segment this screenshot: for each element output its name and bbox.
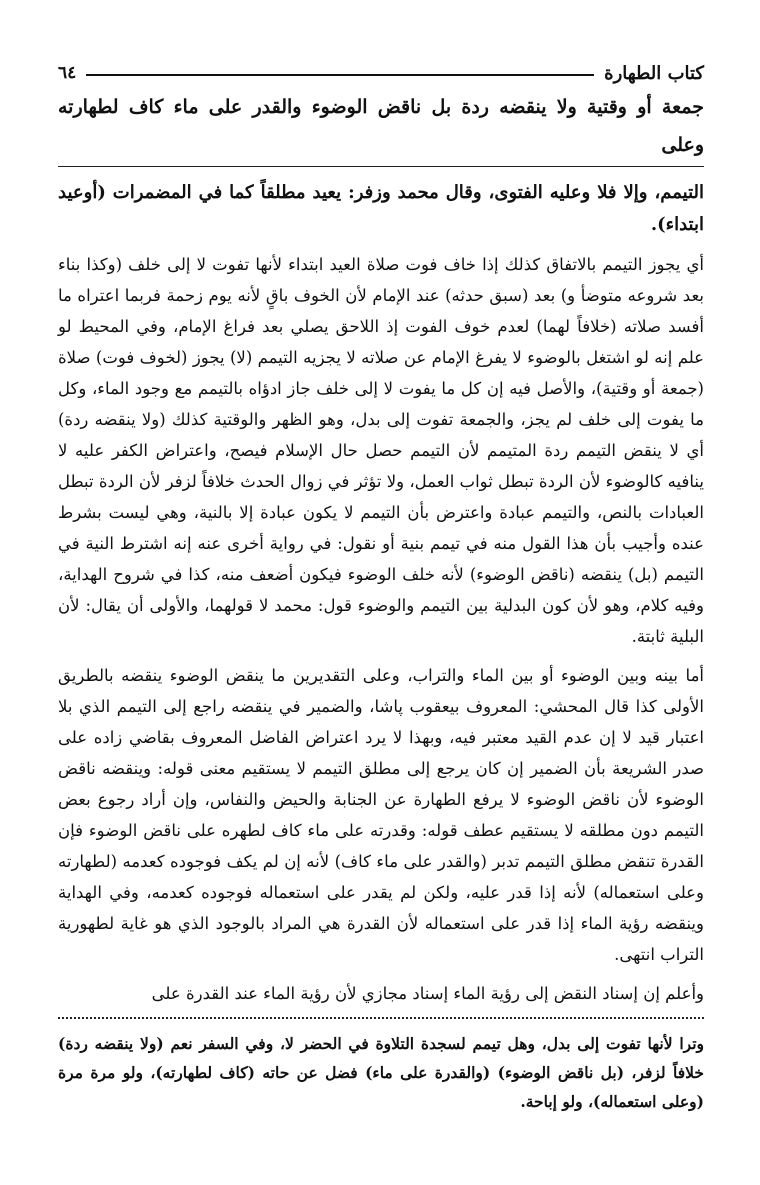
footnote-separator: [58, 1017, 704, 1019]
matn-continuation: التيمم، وإلا فلا وعليه الفتوى، وقال محمد وزفر: يعيد مطلقاً كما في المضمرات (أوعيد ابتداء).: [58, 182, 704, 235]
footnote: وترا لأنها تفوت إلى بدل، وهل تيمم لسجدة التلاوة في الحضر لا، وفي السفر نعم (ولا ينقضه ردة) خلافاً لزفر، (بل ناقض الوضوء) (والقدرة على ماء) فضل عن حاته (كاف لطهارته)، ولو مرة مرة (وعلى استعماله)، ولو إباحة.: [58, 1034, 704, 1111]
running-title: كتاب الطهارة: [604, 62, 704, 84]
matn-top-line: جمعة أو وقتية ولا ينقضه ردة بل ناقض الوضوء والقدر على ماء كاف لطهارته وعلى: [58, 96, 704, 156]
commentary-paragraph-3: وأعلم إن إسناد النقض إلى رؤية الماء إسناد مجازي لأن رؤية الماء عند القدرة على: [151, 984, 704, 1003]
page-number: ٦٤: [58, 63, 77, 83]
matn-separator: [58, 166, 704, 167]
commentary-paragraph-1: أي يجوز التيمم بالاتفاق كذلك إذا خاف فوت صلاة العيد ابتداء لأنها تفوت لا إلى خلف (وكذا بناء بعد شروعه متوضأ و) بعد (سبق حدثه) عند الإمام لأن الخوف باقٍ لأنه يوم زحمة فربما اعتراه ما أفسد صلاته (خلافاً لهما) لعدم خوف الفوت إذ اللاحق يصلي بعد فراغ الإمام، وفي المحيط لو علم إنه لو اشتغل بالوضوء لا يفرغ الإمام عن صلاته لا يجزيه التيمم (لا) يجوز (لخوف فوت) صلاة (جمعة أو وقتية)، والأصل فيه إن كل ما يفوت لا إلى خلف جاز ادؤاه بالتيمم مع وجود الماء، وكل ما يفوت إلى خلف لم يجز، والجمعة تفوت إلى بدل، وهو الظهر والوقتية كذلك (ولا ينقضه ردة) أي لا ينقض التيمم ردة المتيمم لأن التيمم حصل حال الإسلام فيصح، واعتراض الكفر عليه لا ينافيه كالوضوء لأن الردة تبطل ثواب العمل، ولا تؤثر في زوال الحدث خلافاً لزفر لأن الردة تبطل العبادات بالنص، والتيمم عبادة واعترض بأن التيمم لا يكون عبادة إلا بالنية، وهي ليست بشرط عنده وأجيب بأن هذا القول منه في تيمم بنية أو نقول: في رواية أخرى عنه إنه اشترط النية في التيمم (بل) ينقضه (ناقض الوضوء) لأنه خلف الوضوء فيكون أضعف منه، كذا في شروح الهداية، وفيه كلام، وهو لأن كون البدلية بين التيمم والوضوء قول: محمد لا قولهما، والأولى أن يقال: لأن البلية ثابتة.: [58, 255, 704, 646]
page-header: [58, 58, 704, 88]
header-rule: [86, 74, 594, 76]
commentary-paragraph-2: أما بينه وبين الوضوء أو بين الماء والتراب، وعلى التقديرين ما ينقض الوضوء ينقضه بالطريق الأولى كذا قال المحشي: المعروف بيعقوب پاشا، والضمير في ينقضه راجع إلى التيمم الذي بلا اعتبار قيد لا إن عدم القيد معتبر فيه، وبهذا لا يرد اعتراض الفاضل المعروف بقاضي زاده على صدر الشريعة بأن الضمير إن كان يرجع إلى مطلق التيمم لا يستقيم معنى قوله: وينقضه ناقض الوضوء لأن ناقض الوضوء لا يرفع الطهارة عن الجنابة والحيض والنفاس، وإن أراد رجوع بعض التيمم دون مطلقه لا يستقيم عطف قوله: وقدرته على ماء كاف لطهره على ناقض الوضوء فإن القدرة تنقض مطلق التيمم تدبر (والقدر على ماء كاف) لأنه إن لم يكف فوجوده كعدمه (لطهارته وعلى استعماله) لأنه إذا قدر عليه، ولكن لم يقدر على استعماله فوجوده كعدمه، وفي الهداية وينقضه رؤية الماء إذا قدر على استعماله لأن القدرة هي المراد بالوجود الذي هو غاية لطهورية التراب انتهى.: [58, 666, 704, 964]
